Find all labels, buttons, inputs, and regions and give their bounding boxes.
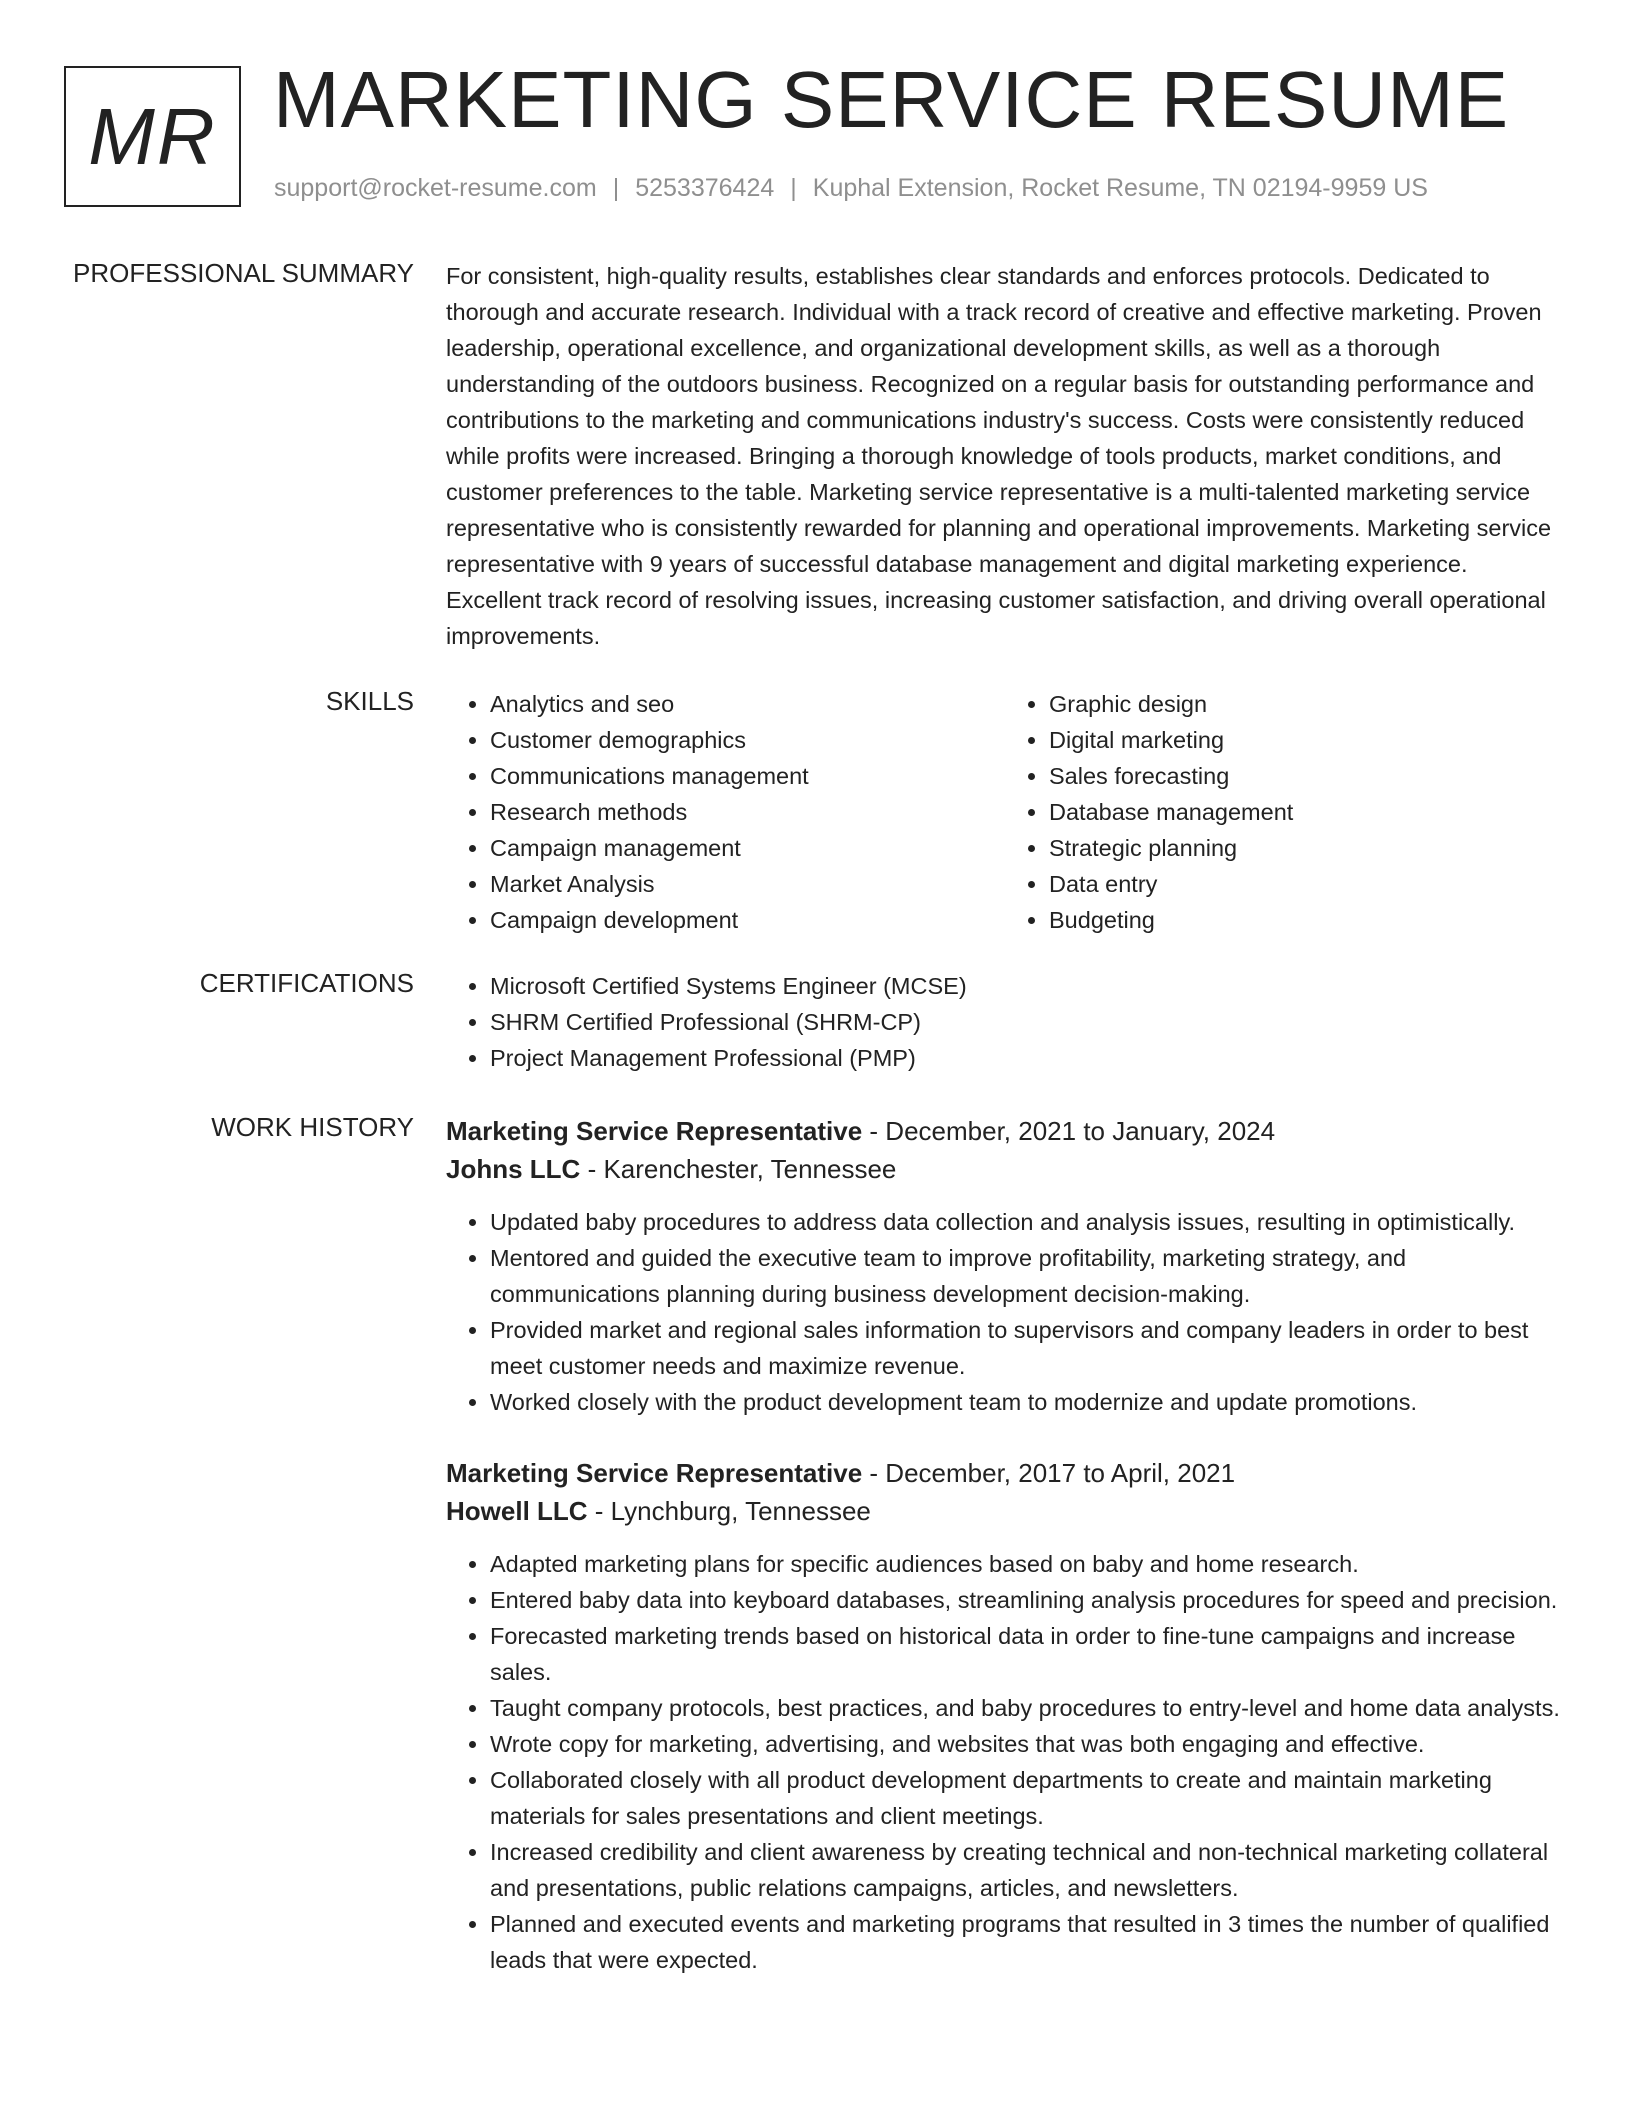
- job-bullet: • Updated baby procedures to address data collection and analysis issues, resulting in optimistically.: [490, 1204, 1564, 1240]
- resume-title: MARKETING SERVICE RESUME: [273, 55, 1510, 144]
- skill-item: • Strategic planning: [1049, 830, 1564, 866]
- job-bullet: • Adapted marketing plans for specific audiences based on baby and home research.: [490, 1546, 1564, 1582]
- job-bullet: • Provided market and regional sales information to supervisors and company leaders in order to best meet customer needs and maximize revenue.: [490, 1312, 1564, 1384]
- job-dates: - December, 2021 to January, 2024: [862, 1116, 1276, 1146]
- contact-phone: 5253376424: [635, 174, 775, 202]
- certifications-list: [446, 968, 1564, 1076]
- certification-item: • Project Management Professional (PMP): [490, 1040, 1564, 1076]
- job-entry: [446, 1454, 1564, 1978]
- job-company-line: [446, 1492, 1564, 1530]
- certifications-content: [446, 968, 1564, 1076]
- job-bullets: [446, 1546, 1564, 1978]
- certifications-label: CERTIFICATIONS: [199, 968, 414, 998]
- contact-separator: |: [790, 174, 797, 202]
- job-bullet: • Taught company protocols, best practices, and baby procedures to entry-level and home data analysts.: [490, 1690, 1564, 1726]
- job-title-line: [446, 1454, 1564, 1492]
- summary-content: [446, 258, 1564, 654]
- job-bullet: • Planned and executed events and marketing programs that resulted in 3 times the number of qualified leads that were expected.: [490, 1906, 1564, 1978]
- job-entry: [446, 1112, 1564, 1420]
- job-title: Marketing Service Representative: [446, 1116, 863, 1146]
- skill-item: • Analytics and seo: [490, 686, 1005, 722]
- job-location: - Lynchburg, Tennessee: [587, 1496, 871, 1526]
- job-company: Johns LLC: [446, 1154, 581, 1184]
- skill-item: • Data entry: [1049, 866, 1564, 902]
- skill-item: • Graphic design: [1049, 686, 1564, 722]
- skill-item: • Sales forecasting: [1049, 758, 1564, 794]
- certification-item: • Microsoft Certified Systems Engineer (MCSE): [490, 968, 1564, 1004]
- job-title: Marketing Service Representative: [446, 1458, 863, 1488]
- certification-item: • SHRM Certified Professional (SHRM-CP): [490, 1004, 1564, 1040]
- contact-separator: |: [612, 174, 620, 202]
- skills-content: [446, 686, 1564, 938]
- summary-text: For consistent, high-quality results, establishes clear standards and enforces protocols. Dedicated to thorough and accurate research. Individual with a track record of creative and effective marketing. Proven leadership, operational excellence, and organizational development skills, as well as a thorough understanding of the outdoors business. Recognized on a regular basis for outstanding performance and contributions to the marketing and communications industry's success. Costs were consistently reduced while profits were increased. Bringing a thorough knowledge of tools products, market conditions, and customer preferences to the table. Marketing service representative is a multi-talented marketing service representative who is consistently rewarded for planning and operational improvements. Marketing service representative with 9 years of successful database management and digital marketing experience. Excellent track record of resolving issues, increasing customer satisfaction, and driving overall operational improvements.: [446, 263, 1552, 649]
- job-location: - Karenchester, Tennessee: [580, 1154, 897, 1184]
- job-bullet: • Worked closely with the product development team to modernize and update promotions.: [490, 1384, 1564, 1420]
- summary-label: PROFESSIONAL SUMMARY: [73, 258, 414, 288]
- job-bullet: • Forecasted marketing trends based on historical data in order to fine-tune campaigns and increase sales.: [490, 1618, 1564, 1690]
- contact-email: support@rocket-resume.com: [274, 174, 597, 202]
- skill-item: • Research methods: [490, 794, 1005, 830]
- job-bullet: • Entered baby data into keyboard databases, streamlining analysis procedures for speed and precision.: [490, 1582, 1564, 1618]
- skill-item: • Budgeting: [1049, 902, 1564, 938]
- skill-item: • Database management: [1049, 794, 1564, 830]
- job-bullet: • Wrote copy for marketing, advertising, and websites that was both engaging and effective.: [490, 1726, 1564, 1762]
- job-dates: - December, 2017 to April, 2021: [862, 1458, 1236, 1488]
- job-title-line: [446, 1112, 1564, 1150]
- contact-line: [274, 174, 1428, 203]
- job-bullet: • Mentored and guided the executive team to improve profitability, marketing strategy, and communications planning during business development decision-making.: [490, 1240, 1564, 1312]
- skill-item: • Digital marketing: [1049, 722, 1564, 758]
- job-company: Howell LLC: [446, 1496, 588, 1526]
- skills-list-left: [446, 686, 1005, 938]
- job-bullets: [446, 1204, 1564, 1420]
- skills-label: SKILLS: [325, 686, 414, 716]
- work-history-label: WORK HISTORY: [211, 1112, 414, 1142]
- job-bullet: • Collaborated closely with all product development departments to create and maintain marketing materials for sales presentations and client meetings.: [490, 1762, 1564, 1834]
- skills-list-right: [1005, 686, 1564, 938]
- monogram-logo: MR: [64, 66, 241, 207]
- skill-item: • Campaign management: [490, 830, 1005, 866]
- skill-item: • Market Analysis: [490, 866, 1005, 902]
- job-bullet: • Increased credibility and client awareness by creating technical and non-technical marketing collateral and presentations, public relations campaigns, articles, and newsletters.: [490, 1834, 1564, 1906]
- job-company-line: [446, 1150, 1564, 1188]
- skill-item: • Campaign development: [490, 902, 1005, 938]
- skill-item: • Customer demographics: [490, 722, 1005, 758]
- skill-item: • Communications management: [490, 758, 1005, 794]
- contact-address: Kuphal Extension, Rocket Resume, TN 02194-9959 US: [812, 174, 1428, 202]
- work-history-content: [446, 1112, 1564, 1978]
